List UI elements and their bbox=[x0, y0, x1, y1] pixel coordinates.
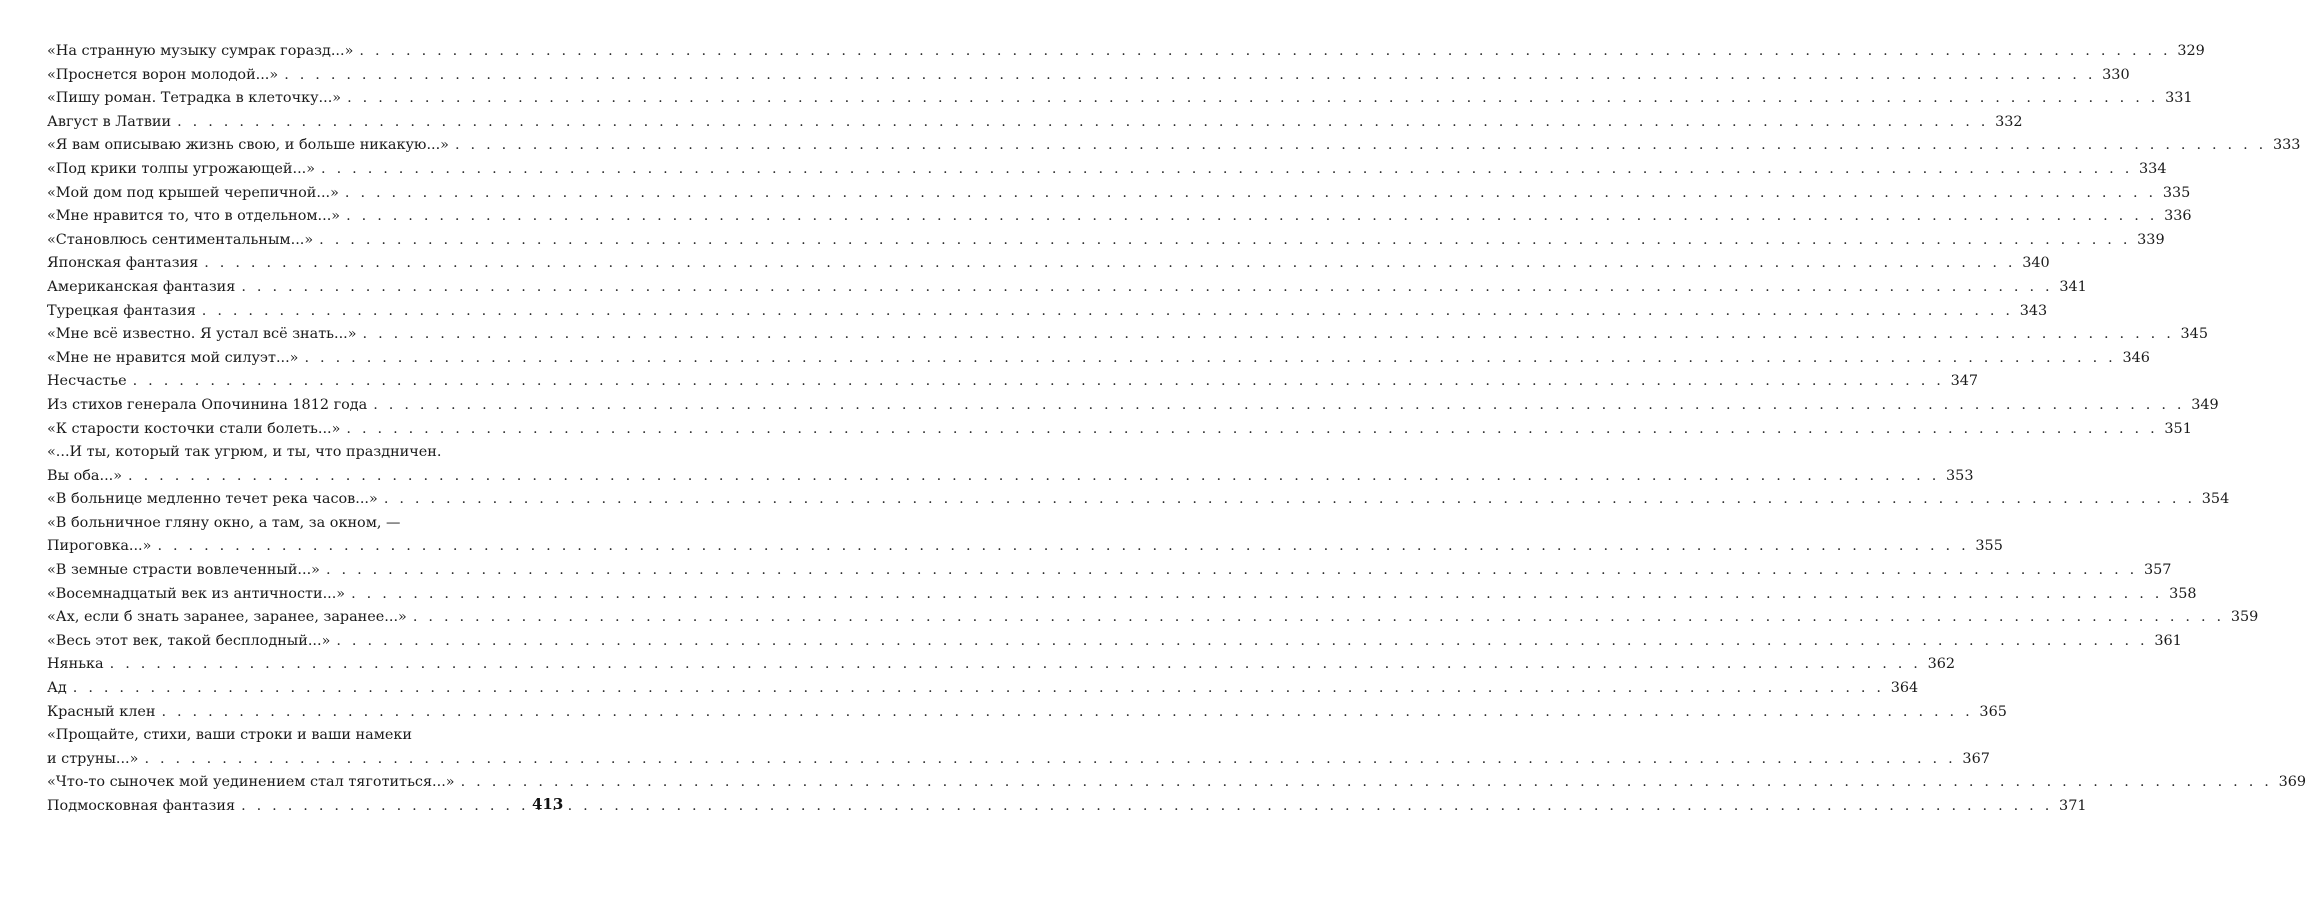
toc-entry-page: 329 bbox=[2177, 43, 2205, 59]
toc-entry-page: 354 bbox=[2201, 491, 2230, 508]
toc-entry bbox=[47, 394, 2219, 418]
dot-leader bbox=[319, 229, 2130, 253]
dot-leader bbox=[157, 535, 1968, 559]
toc-entry bbox=[47, 677, 1919, 701]
dot-leader bbox=[373, 394, 2184, 418]
toc-entry-page: 359 bbox=[2230, 609, 2259, 626]
dot-leader bbox=[345, 182, 2156, 206]
toc-entry-page: 341 bbox=[2059, 278, 2087, 295]
toc-entry-page: 357 bbox=[2143, 562, 2172, 579]
dot-leader bbox=[204, 252, 2015, 276]
toc-entry-title: Японская фантазия bbox=[47, 255, 199, 272]
toc-entry-title: «Мой дом под крышей черепичной...» bbox=[47, 184, 339, 201]
toc-entry-page: 332 bbox=[1995, 113, 2023, 130]
dot-leader bbox=[455, 134, 2266, 158]
page-number: 413 bbox=[532, 795, 564, 813]
toc-entry-page: 333 bbox=[2272, 137, 2301, 154]
toc-entry bbox=[47, 158, 2167, 182]
toc-entry bbox=[47, 134, 2301, 158]
toc-entry-title: Нянька bbox=[47, 656, 104, 673]
toc-entry-title: «Проснется ворон молодой...» bbox=[47, 66, 279, 83]
toc-entry-title: «Мне не нравится мой силуэт...» bbox=[47, 349, 299, 366]
dot-leader bbox=[461, 771, 2272, 795]
toc-entry-title: «К старости косточки стали болеть...» bbox=[47, 420, 341, 437]
toc-entry-title: «Мне всё известно. Я устал всё знать...» bbox=[47, 326, 357, 343]
toc-entry-title: «В больнице медленно течет река часов...» bbox=[47, 491, 378, 508]
toc-entry bbox=[47, 630, 2182, 654]
dot-leader bbox=[161, 701, 1972, 725]
toc-entry-page: 355 bbox=[1975, 538, 2003, 555]
toc-entry-title: «Я вам описываю жизнь свою, и больше никакую...» bbox=[47, 137, 449, 154]
toc-entry-page: 343 bbox=[2019, 302, 2048, 319]
toc-entry-page: 347 bbox=[1950, 373, 1979, 390]
toc-entry bbox=[47, 583, 2197, 607]
dot-leader bbox=[347, 87, 2158, 111]
toc-entry-title: и струны...» bbox=[47, 750, 139, 767]
toc-entry bbox=[47, 300, 2048, 324]
dot-leader bbox=[413, 606, 2224, 630]
toc-entry bbox=[47, 347, 2150, 371]
toc-entry-title: Подмосковная фантазия bbox=[47, 798, 236, 814]
dot-leader bbox=[133, 370, 1944, 394]
toc-entry-title: Вы оба...» bbox=[47, 467, 123, 484]
toc-entry bbox=[47, 512, 2003, 559]
toc-entry bbox=[47, 323, 2208, 347]
dot-leader bbox=[177, 111, 1988, 135]
toc-entry bbox=[47, 40, 2205, 64]
dot-leader bbox=[359, 40, 2170, 64]
dot-leader bbox=[346, 205, 2157, 229]
toc-entry-title: «Под крики толпы угрожающей...» bbox=[47, 160, 316, 177]
dot-leader bbox=[241, 276, 2052, 300]
dot-leader bbox=[110, 653, 1921, 677]
toc-entry-page: 334 bbox=[2139, 160, 2167, 177]
dot-leader bbox=[351, 583, 2162, 607]
toc-entry bbox=[47, 111, 2023, 135]
dot-leader bbox=[305, 347, 2116, 371]
toc-entry-title: Ад bbox=[47, 680, 67, 697]
dot-leader bbox=[241, 795, 2052, 819]
dot-leader bbox=[73, 677, 1884, 701]
toc-entry-page: 369 bbox=[2278, 774, 2306, 791]
dot-leader bbox=[128, 465, 1939, 489]
toc-entry-title: «На странную музыку сумрак горазд...» bbox=[47, 43, 354, 59]
toc-entry-page: 331 bbox=[2165, 90, 2193, 107]
toc-entry-page: 335 bbox=[2162, 184, 2191, 201]
toc-entry bbox=[47, 87, 2193, 111]
toc-entry-page: 365 bbox=[1979, 703, 2007, 720]
toc-entry bbox=[47, 606, 2259, 630]
toc-entry bbox=[47, 441, 1974, 488]
toc-entry-page: 362 bbox=[1927, 656, 1956, 673]
dot-leader bbox=[321, 158, 2132, 182]
toc-entry-title-line1: «...И ты, который так угрюм, и ты, что праздничен. bbox=[47, 444, 442, 461]
toc-entry-page: 336 bbox=[2164, 208, 2192, 225]
toc-entry-page: 367 bbox=[1962, 750, 1990, 767]
toc-entry-title: Из стихов генерала Опочинина 1812 года bbox=[47, 396, 368, 413]
toc-entry-title: «Что-то сыночек мой уединением стал тяготиться...» bbox=[47, 774, 455, 791]
toc-entry bbox=[47, 182, 2191, 206]
dot-leader bbox=[384, 488, 2195, 512]
toc-entry-page: 353 bbox=[1946, 467, 1974, 484]
toc-entry-title-line1: «В больничное гляну окно, а там, за окном, — bbox=[47, 514, 401, 531]
toc-entry-title: «Пишу роман. Тетрадка в клеточку...» bbox=[47, 90, 342, 107]
toc-entry-page: 345 bbox=[2180, 326, 2208, 343]
toc-entry-title: Турецкая фантазия bbox=[47, 302, 196, 319]
dot-leader bbox=[346, 418, 2157, 442]
dot-leader bbox=[363, 323, 2174, 347]
toc-entry bbox=[47, 252, 2050, 276]
toc-entry-page: 330 bbox=[2102, 66, 2130, 83]
dot-leader bbox=[336, 630, 2147, 654]
toc-entry-title: «Ах, если б знать заранее, заранее, заранее...» bbox=[47, 609, 407, 626]
toc-entry bbox=[47, 418, 2192, 442]
dot-leader bbox=[202, 300, 2013, 324]
toc-entry bbox=[47, 771, 2306, 795]
toc-entry bbox=[47, 701, 2007, 725]
toc-entry-page: 361 bbox=[2154, 632, 2182, 649]
toc-entry-title: «Весь этот век, такой бесплодный...» bbox=[47, 632, 331, 649]
toc-entry-page: 358 bbox=[2169, 585, 2197, 602]
toc-entry-page: 351 bbox=[2164, 420, 2192, 437]
toc-entry-title-line1: «Прощайте, стихи, ваши строки и ваши намеки bbox=[47, 727, 413, 744]
toc-entry-title: Пироговка...» bbox=[47, 538, 152, 555]
toc-entry-page: 371 bbox=[2059, 798, 2087, 814]
toc-entry-page: 346 bbox=[2122, 349, 2150, 366]
toc-entry-title: Красный клен bbox=[47, 703, 156, 720]
toc-entry-title: «В земные страсти вовлеченный...» bbox=[47, 562, 320, 579]
toc-entry-title: Несчастье bbox=[47, 373, 127, 390]
toc-entry-page: 339 bbox=[2137, 231, 2165, 248]
dot-leader bbox=[144, 748, 1955, 772]
toc-entry bbox=[47, 488, 2230, 512]
toc-entry-title: Август в Латвии bbox=[47, 113, 172, 130]
toc-entry bbox=[47, 559, 2172, 583]
toc-entry-page: 340 bbox=[2022, 255, 2050, 272]
toc-entry bbox=[47, 724, 1990, 771]
toc-entry-title: «Мне нравится то, что в отдельном...» bbox=[47, 208, 341, 225]
toc-entry-title: «Становлюсь сентиментальным...» bbox=[47, 231, 314, 248]
toc-entry bbox=[47, 653, 1956, 677]
toc-entry bbox=[47, 205, 2192, 229]
dot-leader bbox=[326, 559, 2137, 583]
toc-entry-page: 349 bbox=[2191, 396, 2219, 413]
toc-entry bbox=[47, 370, 1979, 394]
toc-entry-title: «Восемнадцатый век из античности...» bbox=[47, 585, 346, 602]
toc-entry-page: 364 bbox=[1890, 680, 1919, 697]
toc-entry bbox=[47, 64, 2130, 88]
toc-entry bbox=[47, 229, 2165, 253]
dot-leader bbox=[284, 64, 2095, 88]
toc-entry bbox=[47, 276, 2087, 300]
toc-entry-title: Американская фантазия bbox=[47, 278, 236, 295]
